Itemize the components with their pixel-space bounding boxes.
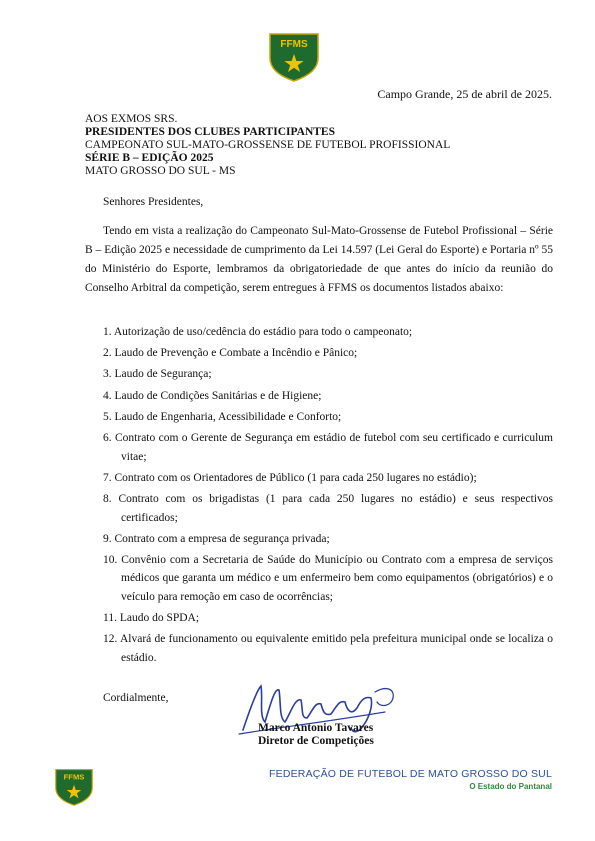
- salutation: Senhores Presidentes,: [103, 196, 204, 208]
- list-item: 4. Laudo de Condições Sanitárias e de Higiene;: [103, 389, 322, 402]
- list-item: 7. Contrato com os Orientadores de Público (1 para cada 250 lugares no estádio);: [103, 471, 477, 484]
- signatory-title: Diretor de Competições: [258, 735, 374, 747]
- body-paragraph: Tendo em vista a realização do Campeonato Sul-Mato-Grossense de Futebol Profissional – Série B – Edição 2025 e necessidade de cumprimento da Lei 14.597 (Lei Geral do Esporte) e Portaria nº 55 do Ministério do Esporte, lembramos da obrigatoriedade de que antes do início da reunião do Conselho Arbitral da competição, serem entregues à FFMS os documentos listados abaixo:: [85, 225, 553, 294]
- signatory-block: [258, 722, 374, 748]
- closing: Cordialmente,: [103, 692, 169, 704]
- list-item: 9. Contrato com a empresa de segurança privada;: [103, 532, 330, 545]
- date-line: Campo Grande, 25 de abril de 2025.: [377, 87, 552, 101]
- list-item: 12. Alvará de funcionamento ou equivalente emitido pela prefeitura municipal onde se localiza o estádio.: [103, 633, 553, 665]
- list-item: 8. Contrato com os brigadistas (1 para cada 250 lugares no estádio) e seus respectivos certificados;: [103, 492, 553, 524]
- ffms-logo: [268, 32, 320, 82]
- list-item: 5. Laudo de Engenharia, Acessibilidade e Conforto;: [103, 410, 342, 423]
- logo-text: FFMS: [280, 39, 308, 50]
- addressee-line-5: MATO GROSSO DO SUL - MS: [85, 165, 236, 177]
- addressee-line-3: CAMPEONATO SUL-MATO-GROSSENSE DE FUTEBOL PROFISSIONAL: [85, 139, 451, 151]
- documents-list: [85, 323, 553, 670]
- addressee-line-2: PRESIDENTES DOS CLUBES PARTICIPANTES: [85, 126, 335, 138]
- list-item: 6. Contrato com o Gerente de Segurança em estádio de futebol com seu certificado e curriculum vitae;: [103, 431, 553, 463]
- addressee-line-1: AOS EXMOS SRS.: [85, 113, 178, 125]
- list-item: 2. Laudo de Prevenção e Combate a Incêndio e Pânico;: [103, 347, 358, 360]
- list-item: 11. Laudo do SPDA;: [103, 612, 200, 625]
- footer-logo-text: FFMS: [63, 772, 85, 782]
- addressee-block: [85, 113, 450, 178]
- footer-ffms-logo: [54, 768, 94, 806]
- list-item: 3. Laudo de Segurança;: [103, 368, 212, 381]
- footer-organization: FEDERAÇÃO DE FUTEBOL DE MATO GROSSO DO SUL: [269, 768, 552, 780]
- signatory-name: Marco Antonio Tavares: [258, 722, 374, 734]
- list-item: 1. Autorização de uso/cedência do estádio para todo o campeonato;: [103, 326, 413, 338]
- footer-tagline: O Estado do Pantanal: [469, 782, 552, 791]
- list-item: 10. Convênio com a Secretaria de Saúde do Município ou Contrato com a empresa de serviços médicos que garanta um médico e um enfermeiro bem como equipamentos (obrigatórios) e o veículo para remoção em caso de ocorrências;: [103, 553, 553, 604]
- addressee-line-4: SÉRIE B – EDIÇÃO 2025: [85, 152, 214, 164]
